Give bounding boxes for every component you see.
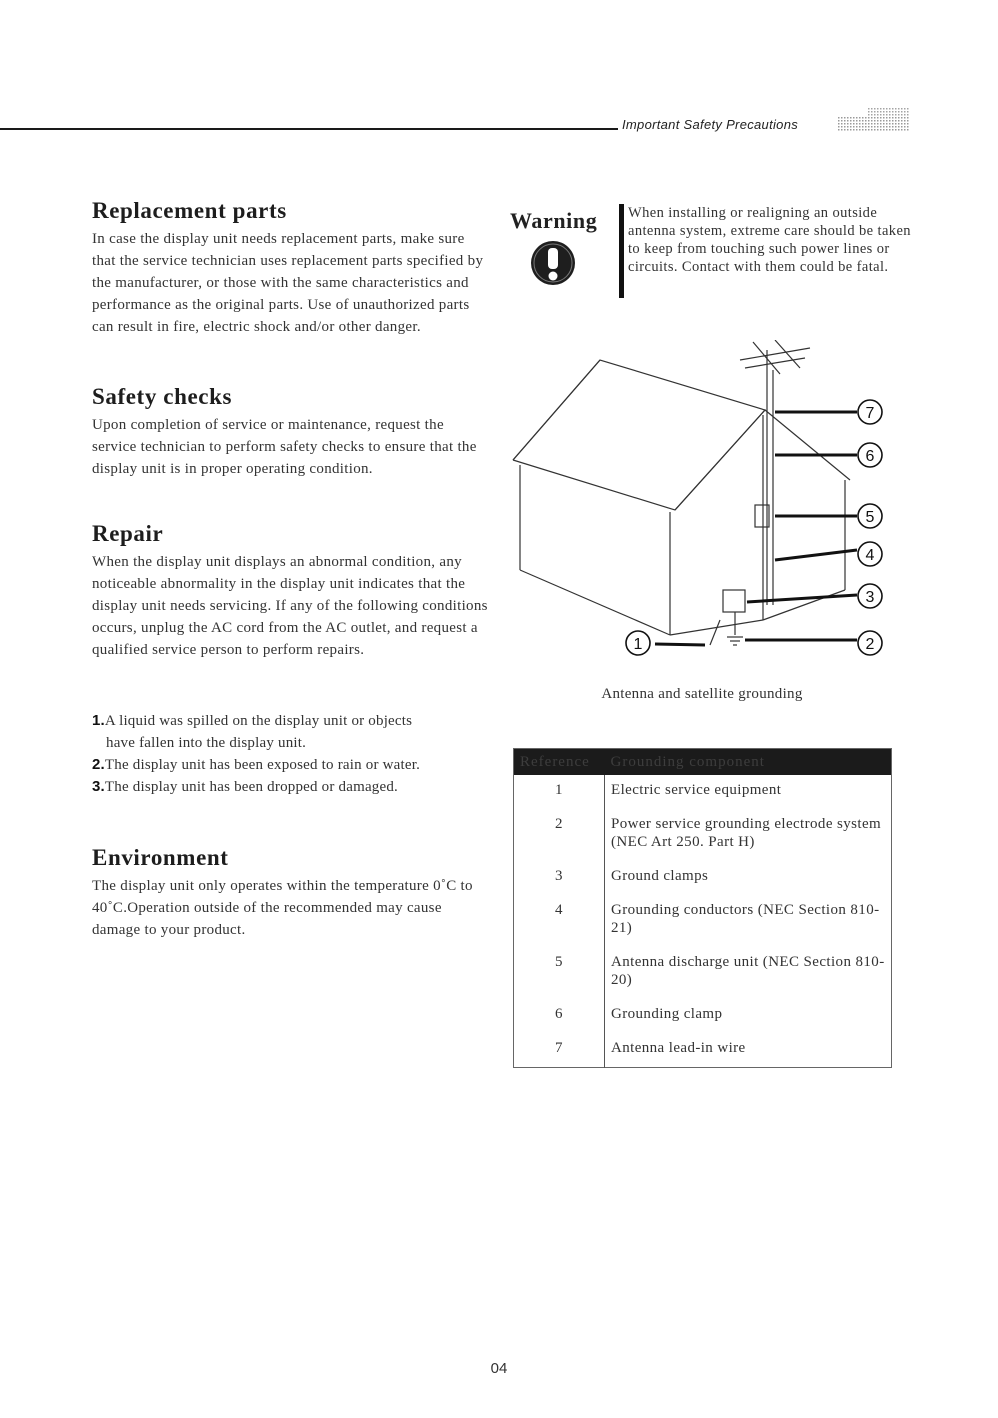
repair-heading: Repair [92, 521, 164, 546]
repair-section [92, 521, 492, 661]
diagram-marker-label: 4 [865, 547, 875, 564]
replacement-parts-body: In case the display unit needs replacement parts, make sure that the service technician uses replacement parts specified by the manufacturer, or those with the same characteristics and performance as the original parts. Use of unauthorized parts can result in fire, electric shock and/or other danger. [92, 231, 484, 335]
repair-body: When the display unit displays an abnormal condition, any noticeable abnormality in the display unit indicates that the display unit needs servicing. If any of the following conditions occurs, unplug the AC cord from the AC outlet, and request a qualified service person to perform repairs. [92, 554, 488, 658]
grounding-table [513, 748, 892, 1068]
diagram-marker-label: 6 [865, 448, 875, 465]
table-header-component: Grounding component [605, 749, 892, 776]
table-row: 2 Power service grounding electrode system (NEC Art 250. Part H) [514, 809, 892, 861]
environment-body: The display unit only operates within the temperature 0˚C to 40˚C.Operation outside of the recommended may cause damage to your product. [92, 878, 473, 938]
safety-checks-body: Upon completion of service or maintenance, request the service technician to perform safety checks to ensure that the display unit is in proper operating condition. [92, 417, 477, 477]
diagram-marker-label: 5 [865, 509, 875, 526]
replacement-parts-section [92, 198, 492, 338]
header-rule [0, 128, 618, 130]
diagram-marker-label: 2 [865, 636, 875, 653]
table-row: 3 Ground clamps [514, 861, 892, 895]
diagram-marker-label: 3 [865, 589, 875, 606]
table-row: 5 Antenna discharge unit (NEC Section 810-20) [514, 947, 892, 999]
replacement-parts-heading: Replacement parts [92, 198, 287, 223]
diagram-marker-label: 1 [633, 636, 643, 653]
table-row: 6 Grounding clamp [514, 999, 892, 1033]
list-item: 2.The display unit has been exposed to rain or water. [92, 756, 421, 773]
warning-label: Warning [510, 208, 598, 233]
table-header-reference: Reference [514, 749, 605, 776]
warning-bar [619, 204, 624, 298]
table-row: 7 Antenna lead-in wire [514, 1033, 892, 1068]
header-pattern-icon [838, 108, 910, 132]
diagram-caption: Antenna and satellite grounding [601, 686, 803, 702]
table-header-row [514, 749, 892, 776]
warning-text: When installing or realigning an outside antenna system, extreme care should be taken to keep from touching such power lines or circuits. Contact with them could be fatal. [628, 205, 911, 275]
diagram-marker-label: 7 [865, 405, 875, 422]
conditions-list [92, 710, 492, 798]
list-item: 3.The display unit has been dropped or damaged. [92, 778, 399, 795]
environment-section [92, 845, 492, 941]
antenna-grounding-diagram [505, 340, 905, 670]
safety-checks-section [92, 384, 492, 480]
safety-checks-heading: Safety checks [92, 384, 233, 409]
environment-heading: Environment [92, 845, 229, 870]
warning-exclamation-icon [530, 240, 576, 286]
list-item: 1.A liquid was spilled on the display unit or objects have fallen into the display unit. [92, 712, 413, 751]
page-number: 04 [490, 1360, 508, 1377]
table-row: 1 Electric service equipment [514, 775, 892, 809]
table-row: 4 Grounding conductors (NEC Section 810-21) [514, 895, 892, 947]
header-title: Important Safety Precautions [622, 117, 799, 132]
